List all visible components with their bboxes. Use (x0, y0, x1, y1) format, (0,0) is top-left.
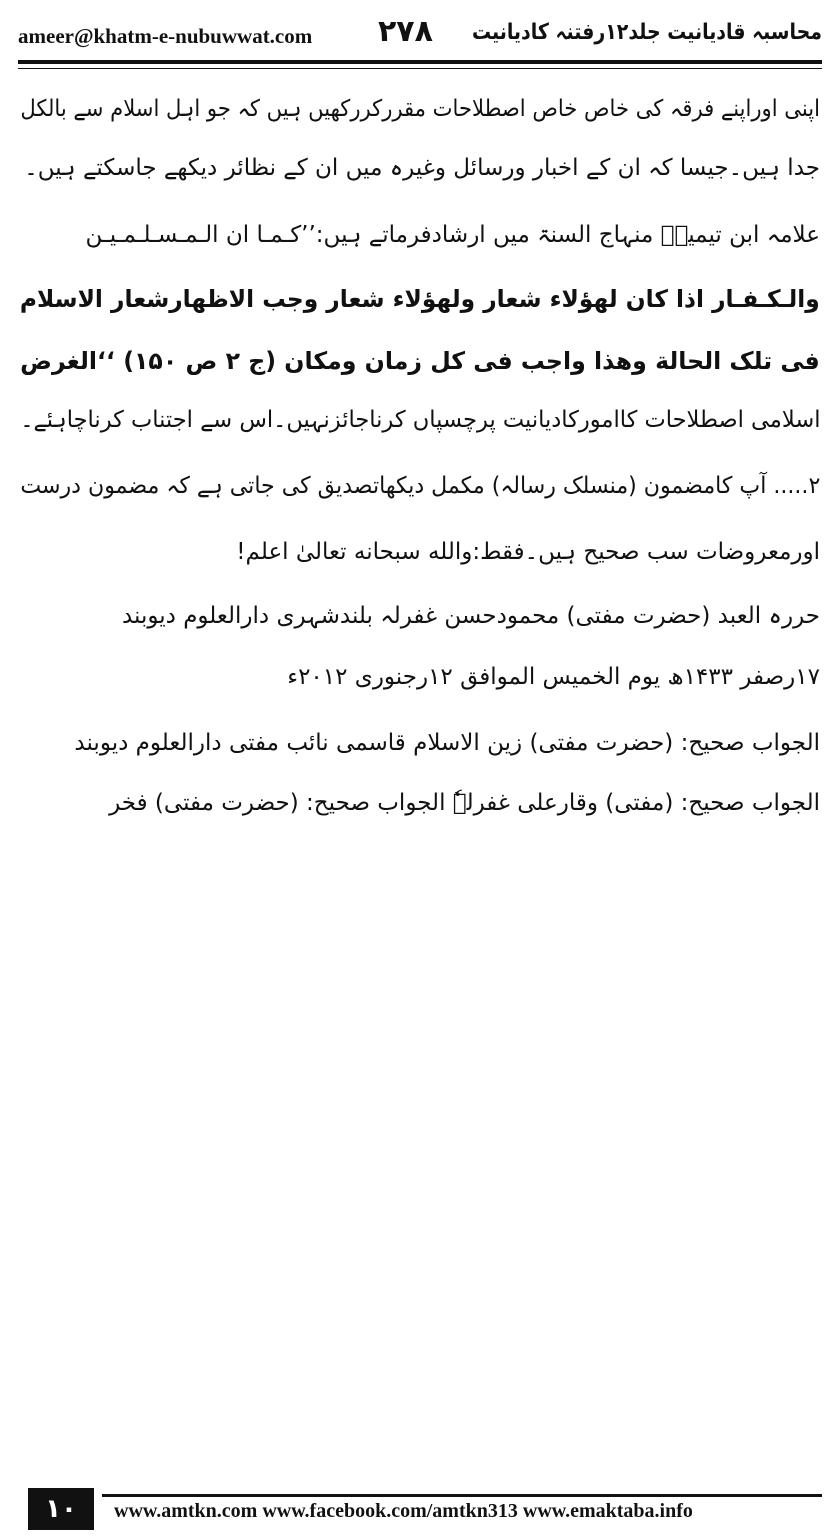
body-line-10: ۱۷رصفر ۱۴۳۳ھ یوم الخمیس الموافق ۱۲رجنوری ۲۰۱۲ء (287, 664, 820, 690)
body-line-2: جدا ہیں۔جیسا کہ ان کے اخبار ورسائل وغیرہ میں ان کے نظائر دیکھے جاسکتے ہیں۔ (24, 155, 820, 181)
page-header (0, 0, 840, 70)
body-line-9: حررہ العبد (حضرت مفتی) محمودحسن غفرلہ بلندشہری دارالعلوم دیوبند (121, 603, 820, 629)
body-line-1: اپنی اوراپنے فرقہ کی خاص خاص اصطلاحات مقررکررکھیں ہیں کہ جو اہل اسلام سے بالکل (20, 96, 820, 122)
footer-urls[interactable]: www.amtkn.com www.facebook.com/amtkn313 www.emaktaba.info (114, 1500, 693, 1522)
page-footer (0, 1480, 840, 1540)
header-rule-thin (18, 68, 822, 69)
body-line-6: اسلامی اصطلاحات کاامورکادیانیت پرچسپاں کرناجائزنہیں۔اس سے اجتناب کرناچاہئے۔ (19, 407, 820, 433)
header-page-number: ۲۷۸ (378, 14, 433, 49)
body-line-3: علامہ ابن تیمیہؒ منہاج السنۃ میں ارشادفرماتے ہیں:’’كـمـا ان الـمـسـلـمـيـن (85, 222, 820, 248)
body-line-11: الجواب صحیح: (حضرت مفتی) زین الاسلام قاسمی نائب مفتی دارالعلوم دیوبند (74, 730, 820, 756)
header-email[interactable]: ameer@khatm-e-nubuwwat.com (18, 24, 313, 48)
footer-page-number: ۱۰ (28, 1488, 94, 1530)
body-line-4: والـكـفـار اذا كان لهؤلاء شعار ولهؤلاء شعار وجب الاظهارشعار الاسلام (20, 285, 820, 313)
body-line-5: فی تلک الحالة وهذا واجب فی كل زمان ومكان (ج ۲ ص ۱۵۰) ‘‘الغرض (20, 347, 821, 375)
body-line-12: الجواب صحیح: (مفتی) وقارعلی غفرلہٗ الجواب صحیح: (حضرت مفتی) فخر (109, 790, 820, 816)
header-book-title: محاسبہ قادیانیت جلد۱۲رفتنہ کادیانیت (472, 20, 822, 45)
header-rule-thick (18, 60, 822, 64)
body-line-8: اورمعروضات سب صحیح ہیں۔فقط:والله سبحانه تعالیٰ اعلم! (236, 539, 820, 565)
body-line-7: ۲..... آپ کامضمون (منسلک رسالہ) مکمل دیکھاتصدیق کی جاتی ہے کہ مضمون درست (20, 473, 820, 499)
